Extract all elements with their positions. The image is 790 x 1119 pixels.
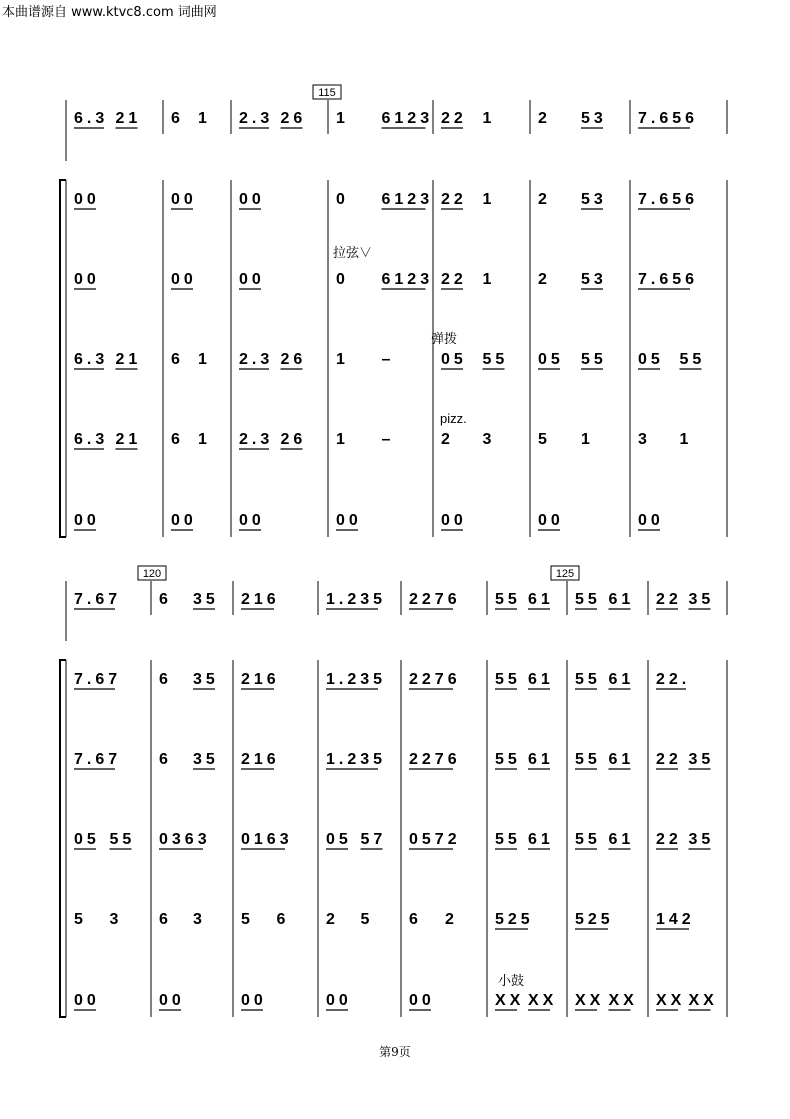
note-cell: 5 — [74, 911, 87, 928]
note-cell: 3 — [638, 431, 651, 448]
note-cell: 00 — [159, 992, 185, 1009]
note-cell: 61 — [528, 831, 554, 848]
note-cell: XX — [688, 992, 718, 1009]
annotation-pizz: pizz. — [440, 411, 467, 426]
note-cell: 61 — [608, 591, 635, 608]
note-cell: 05 — [74, 831, 100, 848]
note-cell: 2.3 — [239, 110, 274, 127]
note-cell: 6 — [159, 911, 172, 928]
note-cell: 00 — [239, 271, 265, 288]
note-cell: 0363 — [159, 831, 211, 848]
note-cell: 55 — [575, 831, 601, 848]
note-cell: 5 — [241, 911, 254, 928]
note-cell: 00 — [441, 512, 467, 529]
note-cell: 1.235 — [326, 751, 387, 768]
note-cell: 61 — [608, 751, 635, 768]
annotation-bowed: 拉弦∨ — [333, 245, 373, 260]
note-cell: 2 — [538, 110, 551, 127]
note-cell: 1 — [482, 110, 496, 127]
note-cell: 2 — [538, 271, 551, 288]
note-cell: 55 — [109, 831, 136, 848]
note-cell: 6 — [276, 911, 290, 928]
note-cell: 22 — [441, 271, 467, 288]
note-cell: 0 — [336, 271, 349, 288]
note-cell: 53 — [581, 110, 607, 127]
note-cell: – — [381, 351, 395, 368]
note-cell: 35 — [688, 591, 715, 608]
site-header: 本曲谱源自 www.ktvc8.com 词曲网 — [2, 5, 217, 20]
note-cell: XX — [575, 992, 605, 1009]
note-cell: 6 — [159, 671, 172, 688]
note-cell: 7.656 — [638, 271, 699, 288]
note-cell: 55 — [575, 591, 601, 608]
note-cell: 216 — [241, 591, 280, 608]
note-cell: 00 — [241, 992, 267, 1009]
note-cell: 00 — [74, 191, 100, 208]
note-cell: 525 — [575, 911, 614, 928]
group-bracket — [60, 180, 66, 537]
note-cell: 35 — [688, 831, 715, 848]
note-cell: 2.3 — [239, 351, 274, 368]
note-cell: 00 — [336, 512, 362, 529]
note-cell: 55 — [679, 351, 706, 368]
note-cell: 61 — [528, 671, 554, 688]
note-cell: 1 — [336, 351, 349, 368]
note-cell: XX — [495, 992, 525, 1009]
note-cell: 2 — [538, 191, 551, 208]
note-cell: 6 — [171, 110, 184, 127]
note-cell: 00 — [74, 512, 100, 529]
note-cell: 35 — [688, 751, 715, 768]
rehearsal-mark: 125 — [555, 568, 575, 580]
note-cell: 00 — [638, 512, 664, 529]
note-cell: 6123 — [381, 110, 434, 127]
note-cell: 2.3 — [239, 431, 274, 448]
note-cell: 35 — [193, 591, 219, 608]
note-cell: 525 — [495, 911, 534, 928]
note-cell: 0163 — [241, 831, 293, 848]
note-cell: 22 — [441, 191, 467, 208]
note-cell: 6 — [159, 591, 172, 608]
note-cell: 6.3 — [74, 110, 109, 127]
note-cell: 00 — [326, 992, 352, 1009]
note-cell: 55 — [581, 351, 607, 368]
note-cell: 7.656 — [638, 110, 699, 127]
note-cell: 2 — [326, 911, 339, 928]
note-cell: 2276 — [409, 751, 461, 768]
note-cell: 7.67 — [74, 751, 122, 768]
annotation-snare: 小鼓 — [498, 973, 525, 988]
annotation-plucked: 弹拨 — [431, 331, 458, 346]
note-cell: 6.3 — [74, 351, 109, 368]
note-cell: 1 — [198, 351, 211, 368]
note-cell: 1.235 — [326, 671, 387, 688]
note-cell: 26 — [280, 351, 307, 368]
note-cell: 1 — [336, 110, 349, 127]
note-cell: 1 — [482, 191, 496, 208]
note-cell: 53 — [581, 271, 607, 288]
note-cell: 55 — [575, 671, 601, 688]
note-cell: 3 — [109, 911, 123, 928]
note-cell: 05 — [326, 831, 352, 848]
note-cell: XX — [608, 992, 638, 1009]
note-cell: 55 — [495, 591, 521, 608]
note-cell: 1 — [336, 431, 349, 448]
note-cell: 00 — [538, 512, 564, 529]
note-cell: 61 — [608, 671, 635, 688]
note-cell: 0572 — [409, 831, 461, 848]
note-cell: 55 — [575, 751, 601, 768]
note-cell: 2276 — [409, 591, 461, 608]
note-cell: 216 — [241, 751, 280, 768]
note-cell: 00 — [171, 512, 197, 529]
note-cell: 00 — [409, 992, 435, 1009]
note-cell: 00 — [74, 271, 100, 288]
note-cell: 05 — [441, 351, 467, 368]
note-cell: 26 — [280, 431, 307, 448]
note-cell: 2 — [445, 911, 458, 928]
rehearsal-mark: 115 — [318, 87, 336, 99]
note-cell: 5 — [538, 431, 551, 448]
note-cell: 21 — [115, 351, 142, 368]
note-cell: 57 — [360, 831, 387, 848]
note-cell: 53 — [581, 191, 607, 208]
note-cell: 142 — [656, 911, 695, 928]
note-cell: 22 — [656, 831, 682, 848]
note-cell: 216 — [241, 671, 280, 688]
note-cell: 55 — [495, 831, 521, 848]
note-cell: 7.67 — [74, 671, 122, 688]
note-cell: XX — [656, 992, 686, 1009]
note-cell: 6.3 — [74, 431, 109, 448]
note-cell: 55 — [495, 751, 521, 768]
note-cell: 1 — [679, 431, 693, 448]
note-cell: 1 — [482, 271, 496, 288]
note-cell: 61 — [528, 591, 554, 608]
group-bracket — [60, 660, 66, 1017]
note-cell: 21 — [115, 110, 142, 127]
note-cell: 55 — [482, 351, 509, 368]
note-cell: 61 — [528, 751, 554, 768]
note-cell: 26 — [280, 110, 307, 127]
note-cell: 6 — [171, 431, 184, 448]
note-cell: 55 — [495, 671, 521, 688]
note-cell: 35 — [193, 751, 219, 768]
note-cell: XX — [528, 992, 558, 1009]
note-cell: 6 — [159, 751, 172, 768]
note-cell: 35 — [193, 671, 219, 688]
note-cell: 00 — [171, 191, 197, 208]
rehearsal-mark: 120 — [142, 568, 162, 580]
note-cell: 1 — [581, 431, 594, 448]
note-cell: 6 — [409, 911, 422, 928]
note-cell: 6123 — [381, 271, 434, 288]
note-cell: 22 — [656, 751, 682, 768]
page-number: 第9页 — [379, 1045, 411, 1059]
note-cell: 1 — [198, 431, 211, 448]
note-cell: 7.656 — [638, 191, 699, 208]
note-cell: 22 — [441, 110, 467, 127]
note-cell: 2 — [441, 431, 454, 448]
note-cell: 2276 — [409, 671, 461, 688]
note-cell: 3 — [482, 431, 496, 448]
note-cell: 22 — [656, 591, 682, 608]
note-cell: 3 — [193, 911, 206, 928]
note-cell: 1 — [198, 110, 211, 127]
note-cell: 00 — [239, 191, 265, 208]
note-cell: 7.67 — [74, 591, 122, 608]
note-cell: 1.235 — [326, 591, 387, 608]
note-cell: 6123 — [381, 191, 434, 208]
note-cell: 05 — [538, 351, 564, 368]
note-cell: 00 — [239, 512, 265, 529]
note-cell: 00 — [171, 271, 197, 288]
note-cell: 61 — [608, 831, 635, 848]
note-cell: 0 — [336, 191, 349, 208]
note-cell: 22. — [656, 671, 691, 688]
score-layer — [60, 85, 727, 1017]
note-cell: 00 — [74, 992, 100, 1009]
note-cell: – — [381, 431, 395, 448]
note-cell: 5 — [360, 911, 374, 928]
note-cell: 6 — [171, 351, 184, 368]
note-cell: 21 — [115, 431, 142, 448]
note-cell: 05 — [638, 351, 664, 368]
